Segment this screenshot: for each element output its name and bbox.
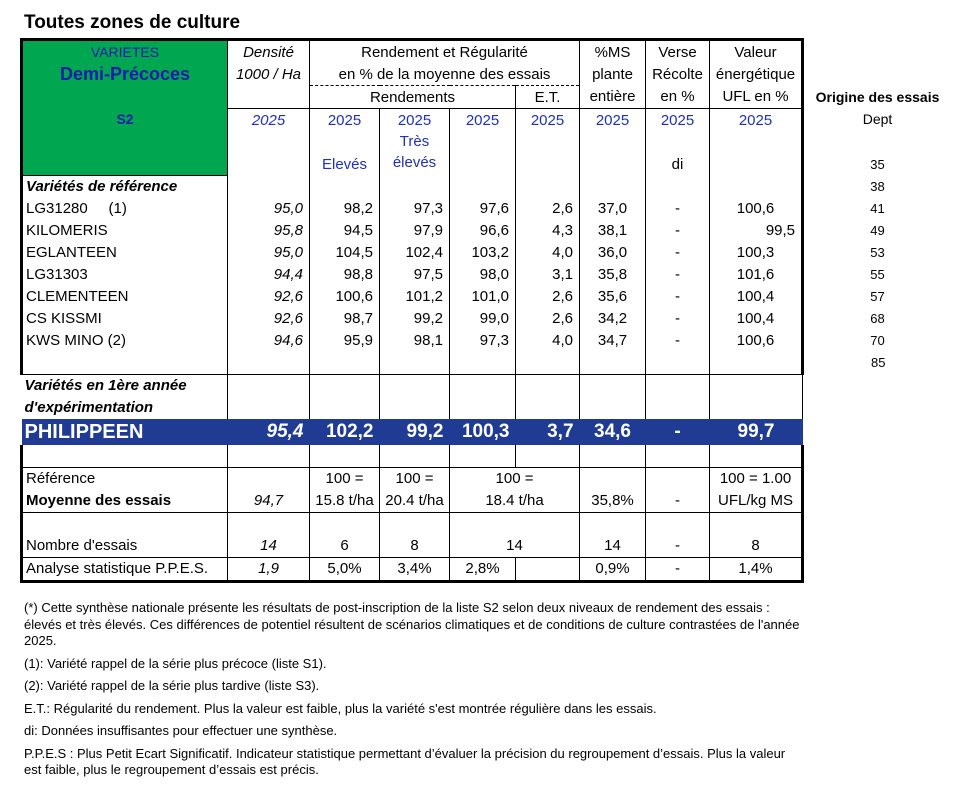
table-row xyxy=(22,264,953,286)
cell-et: 4,3 xyxy=(516,220,580,242)
year-eleves: 2025 xyxy=(310,109,380,132)
cell-ms: 34,2 xyxy=(580,308,646,330)
header-di: di xyxy=(646,131,710,175)
cell-tres: 102,4 xyxy=(380,242,450,264)
cell-ms: 38,1 xyxy=(580,220,646,242)
variety-name: CS KISSMI xyxy=(22,308,228,330)
header-rendement-title: Rendement et Régularité xyxy=(310,40,580,64)
cell-densite: 95,8 xyxy=(228,220,310,242)
cell-verse: - xyxy=(646,198,710,220)
table-row xyxy=(22,220,953,242)
nombre-moy: 14 xyxy=(450,535,580,558)
ppes-label: Analyse statistique P.P.E.S. xyxy=(22,557,228,581)
cell-ms: 34,7 xyxy=(580,330,646,352)
cell-densite: 94,4 xyxy=(228,264,310,286)
cell-et: 2,6 xyxy=(516,308,580,330)
reference-eleves: 100 = xyxy=(310,467,380,490)
nombre-densite: 14 xyxy=(228,535,310,558)
ppes-verse: - xyxy=(646,557,710,581)
variety-name: LG31303 xyxy=(22,264,228,286)
variety-name: KWS MINO (2) xyxy=(22,330,228,352)
header-eleves: Elevés xyxy=(310,131,380,175)
cell-verse: - xyxy=(646,220,710,242)
cell-ufl: 99,7 xyxy=(710,419,803,445)
nombre-tres: 8 xyxy=(380,535,450,558)
cell-moy: 103,2 xyxy=(450,242,516,264)
note-et: E.T.: Régularité du rendement. Plus la valeur est faible, plus la variété s'est montrée régulière dans les essais. xyxy=(24,700,657,716)
section-reference: Variétés de référence xyxy=(22,175,228,198)
cell-ufl: 100,3 xyxy=(710,242,803,264)
reference-label: Référence xyxy=(22,467,228,490)
ppes-tres: 3,4% xyxy=(380,557,450,581)
dept-4: 53 xyxy=(870,245,885,260)
moyenne-ms: 35,8% xyxy=(580,490,646,513)
ppes-densite: 1,9 xyxy=(228,557,310,581)
ppes-ms: 0,9% xyxy=(580,557,646,581)
cell-densite: 92,6 xyxy=(228,286,310,308)
cell-verse: - xyxy=(646,419,710,445)
variety-name: LG31280 (1) xyxy=(22,198,228,220)
nombre-verse: - xyxy=(646,535,710,558)
dept-7: 68 xyxy=(870,311,885,326)
cell-densite: 95,0 xyxy=(228,198,310,220)
cell-verse: - xyxy=(646,286,710,308)
header-tres-1: Très xyxy=(399,133,430,150)
cell-eleves: 104,5 xyxy=(310,242,380,264)
header-dept: Dept xyxy=(862,111,893,128)
cell-moy: 96,6 xyxy=(450,220,516,242)
cell-densite: 94,6 xyxy=(228,330,310,352)
cell-ufl: 100,4 xyxy=(710,308,803,330)
note-ppes: P.P.E.S : Plus Petit Ecart Significatif. Indicateur statistique permettant d’évaluer la précision du regroupement d’essais. Plus la valeur est faible, plus le regroupement d’essais est précis. xyxy=(24,745,786,777)
reference-moy: 100 = xyxy=(450,467,580,490)
note-2: (2): Variété rappel de la série plus tardive (liste S3). xyxy=(24,678,320,693)
dept-8: 70 xyxy=(870,333,885,348)
cell-ufl: 100,6 xyxy=(710,330,803,352)
cell-densite: 92,6 xyxy=(228,308,310,330)
cell-et: 2,6 xyxy=(516,198,580,220)
dept-5: 55 xyxy=(870,267,885,282)
header-rendements: Rendements xyxy=(310,86,516,109)
cell-et: 3,1 xyxy=(516,264,580,286)
year-moy: 2025 xyxy=(450,109,516,132)
moyenne-moy: 18.4 t/ha xyxy=(450,490,580,513)
header-ms-2: plante xyxy=(580,63,646,86)
header-ms-3: entière xyxy=(580,86,646,109)
header-valeur-1: Valeur xyxy=(734,43,777,61)
year-verse: 2025 xyxy=(646,109,710,132)
ppes-eleves: 5,0% xyxy=(310,557,380,581)
cell-ufl: 101,6 xyxy=(710,264,803,286)
year-ms: 2025 xyxy=(580,109,646,132)
moyenne-label: Moyenne des essais xyxy=(22,490,228,513)
variety-name: CLEMENTEEN xyxy=(22,286,228,308)
results-table xyxy=(20,38,954,583)
header-liste: S2 xyxy=(22,109,228,132)
header-densite-unit: 1000 / Ha xyxy=(228,63,310,86)
moyenne-eleves: 15.8 t/ha xyxy=(310,490,380,513)
cell-ms: 35,6 xyxy=(580,286,646,308)
note-di: di: Données insuffisantes pour effectuer une synthèse. xyxy=(24,723,338,738)
year-tres: 2025 xyxy=(380,109,450,132)
table-row xyxy=(22,198,953,220)
cell-densite: 95,0 xyxy=(228,242,310,264)
cell-eleves: 98,8 xyxy=(310,264,380,286)
cell-eleves: 102,2 xyxy=(310,419,380,445)
nombre-eleves: 6 xyxy=(310,535,380,558)
cell-ufl: 100,4 xyxy=(710,286,803,308)
dept-6: 57 xyxy=(870,289,885,304)
header-valeur-3: UFL en % xyxy=(710,86,803,109)
cell-densite: 95,4 xyxy=(228,419,310,445)
dept-3: 49 xyxy=(870,223,885,238)
cell-ms: 37,0 xyxy=(580,198,646,220)
cell-eleves: 98,7 xyxy=(310,308,380,330)
moyenne-densite: 94,7 xyxy=(228,490,310,513)
nombre-ms: 14 xyxy=(580,535,646,558)
ppes-ufl: 1,4% xyxy=(710,557,803,581)
table-row xyxy=(22,286,953,308)
table-row xyxy=(22,242,953,264)
cell-ms: 34,6 xyxy=(580,419,646,445)
year-et: 2025 xyxy=(516,109,580,132)
header-tres xyxy=(380,131,450,175)
dept-9: 85 xyxy=(871,355,886,371)
header-rendement-subtitle: en % de la moyenne des essais xyxy=(310,63,580,86)
cell-moy: 99,0 xyxy=(450,308,516,330)
cell-tres: 97,9 xyxy=(380,220,450,242)
header-verse-1: Verse xyxy=(646,40,710,64)
year-ufl: 2025 xyxy=(710,109,803,132)
cell-moy: 100,3 xyxy=(450,419,516,445)
cell-verse: - xyxy=(646,330,710,352)
cell-tres: 99,2 xyxy=(380,419,450,445)
header-verse-3: en % xyxy=(646,86,710,109)
note-synthese: (*) Cette synthèse nationale présente les résultats de post-inscription de la liste S2 selon deux niveaux de rendement des essais : élevés et très élevés. Ces différences de potentiel résultent de scénarios climatiques et de conditions de culture contrastées de l'année 2025. xyxy=(24,600,800,648)
header-et: E.T. xyxy=(516,86,580,109)
header-tres-2: élevés xyxy=(392,154,437,171)
header-densite: Densité xyxy=(228,40,310,64)
cell-et: 3,7 xyxy=(516,419,580,445)
header-varietes: VARIETES xyxy=(22,40,228,64)
table-row xyxy=(22,330,953,352)
header-ms-1: %MS xyxy=(580,40,646,64)
cell-tres: 97,3 xyxy=(380,198,450,220)
cell-eleves: 100,6 xyxy=(310,286,380,308)
header-valeur xyxy=(710,40,803,86)
page-title: Toutes zones de culture xyxy=(24,12,241,33)
cell-verse: - xyxy=(646,308,710,330)
nombre-label: Nombre d'essais xyxy=(22,535,228,558)
reference-ufl: 100 = 1.00 xyxy=(710,467,803,490)
cell-moy: 97,6 xyxy=(450,198,516,220)
cell-et: 4,0 xyxy=(516,242,580,264)
cell-ufl: 100,6 xyxy=(710,198,803,220)
ppes-moy: 2,8% xyxy=(450,557,516,581)
cell-eleves: 95,9 xyxy=(310,330,380,352)
footnotes xyxy=(24,600,804,785)
header-group: Demi-Précoces xyxy=(22,63,228,86)
cell-tres: 97,5 xyxy=(380,264,450,286)
cell-tres: 99,2 xyxy=(380,308,450,330)
nombre-ufl: 8 xyxy=(710,535,803,558)
reference-tres: 100 = xyxy=(380,467,450,490)
cell-tres: 101,2 xyxy=(380,286,450,308)
dept-2: 41 xyxy=(870,201,885,216)
moyenne-tres: 20.4 t/ha xyxy=(380,490,450,513)
cell-ufl: 99,5 xyxy=(710,220,803,242)
section-new-2: d'expérimentation xyxy=(24,399,154,416)
cell-moy: 97,3 xyxy=(450,330,516,352)
cell-et: 2,6 xyxy=(516,286,580,308)
dept-1: 38 xyxy=(870,178,885,194)
cell-verse: - xyxy=(646,242,710,264)
cell-moy: 101,0 xyxy=(450,286,516,308)
note-1: (1): Variété rappel de la série plus précoce (liste S1). xyxy=(24,655,327,671)
cell-moy: 98,0 xyxy=(450,264,516,286)
table-row xyxy=(22,308,953,330)
variety-name: EGLANTEEN xyxy=(22,242,228,264)
moyenne-verse: - xyxy=(646,490,710,513)
cell-verse: - xyxy=(646,264,710,286)
header-valeur-2: énergétique xyxy=(715,65,796,83)
cell-eleves: 98,2 xyxy=(310,198,380,220)
section-new-1: Variétés en 1ère année xyxy=(22,374,228,397)
year-densite: 2025 xyxy=(228,109,310,132)
cell-ms: 35,8 xyxy=(580,264,646,286)
new-variety-name: PHILIPPEEN xyxy=(22,419,228,445)
cell-tres: 98,1 xyxy=(380,330,450,352)
cell-ms: 36,0 xyxy=(580,242,646,264)
header-origine: Origine des essais xyxy=(815,88,940,105)
cell-et: 4,0 xyxy=(516,330,580,352)
dept-0: 35 xyxy=(870,156,885,172)
moyenne-ufl: UFL/kg MS xyxy=(710,490,803,513)
variety-name: KILOMERIS xyxy=(22,220,228,242)
header-verse-2: Récolte xyxy=(646,63,710,86)
new-variety-row xyxy=(22,419,953,445)
cell-eleves: 94,5 xyxy=(310,220,380,242)
